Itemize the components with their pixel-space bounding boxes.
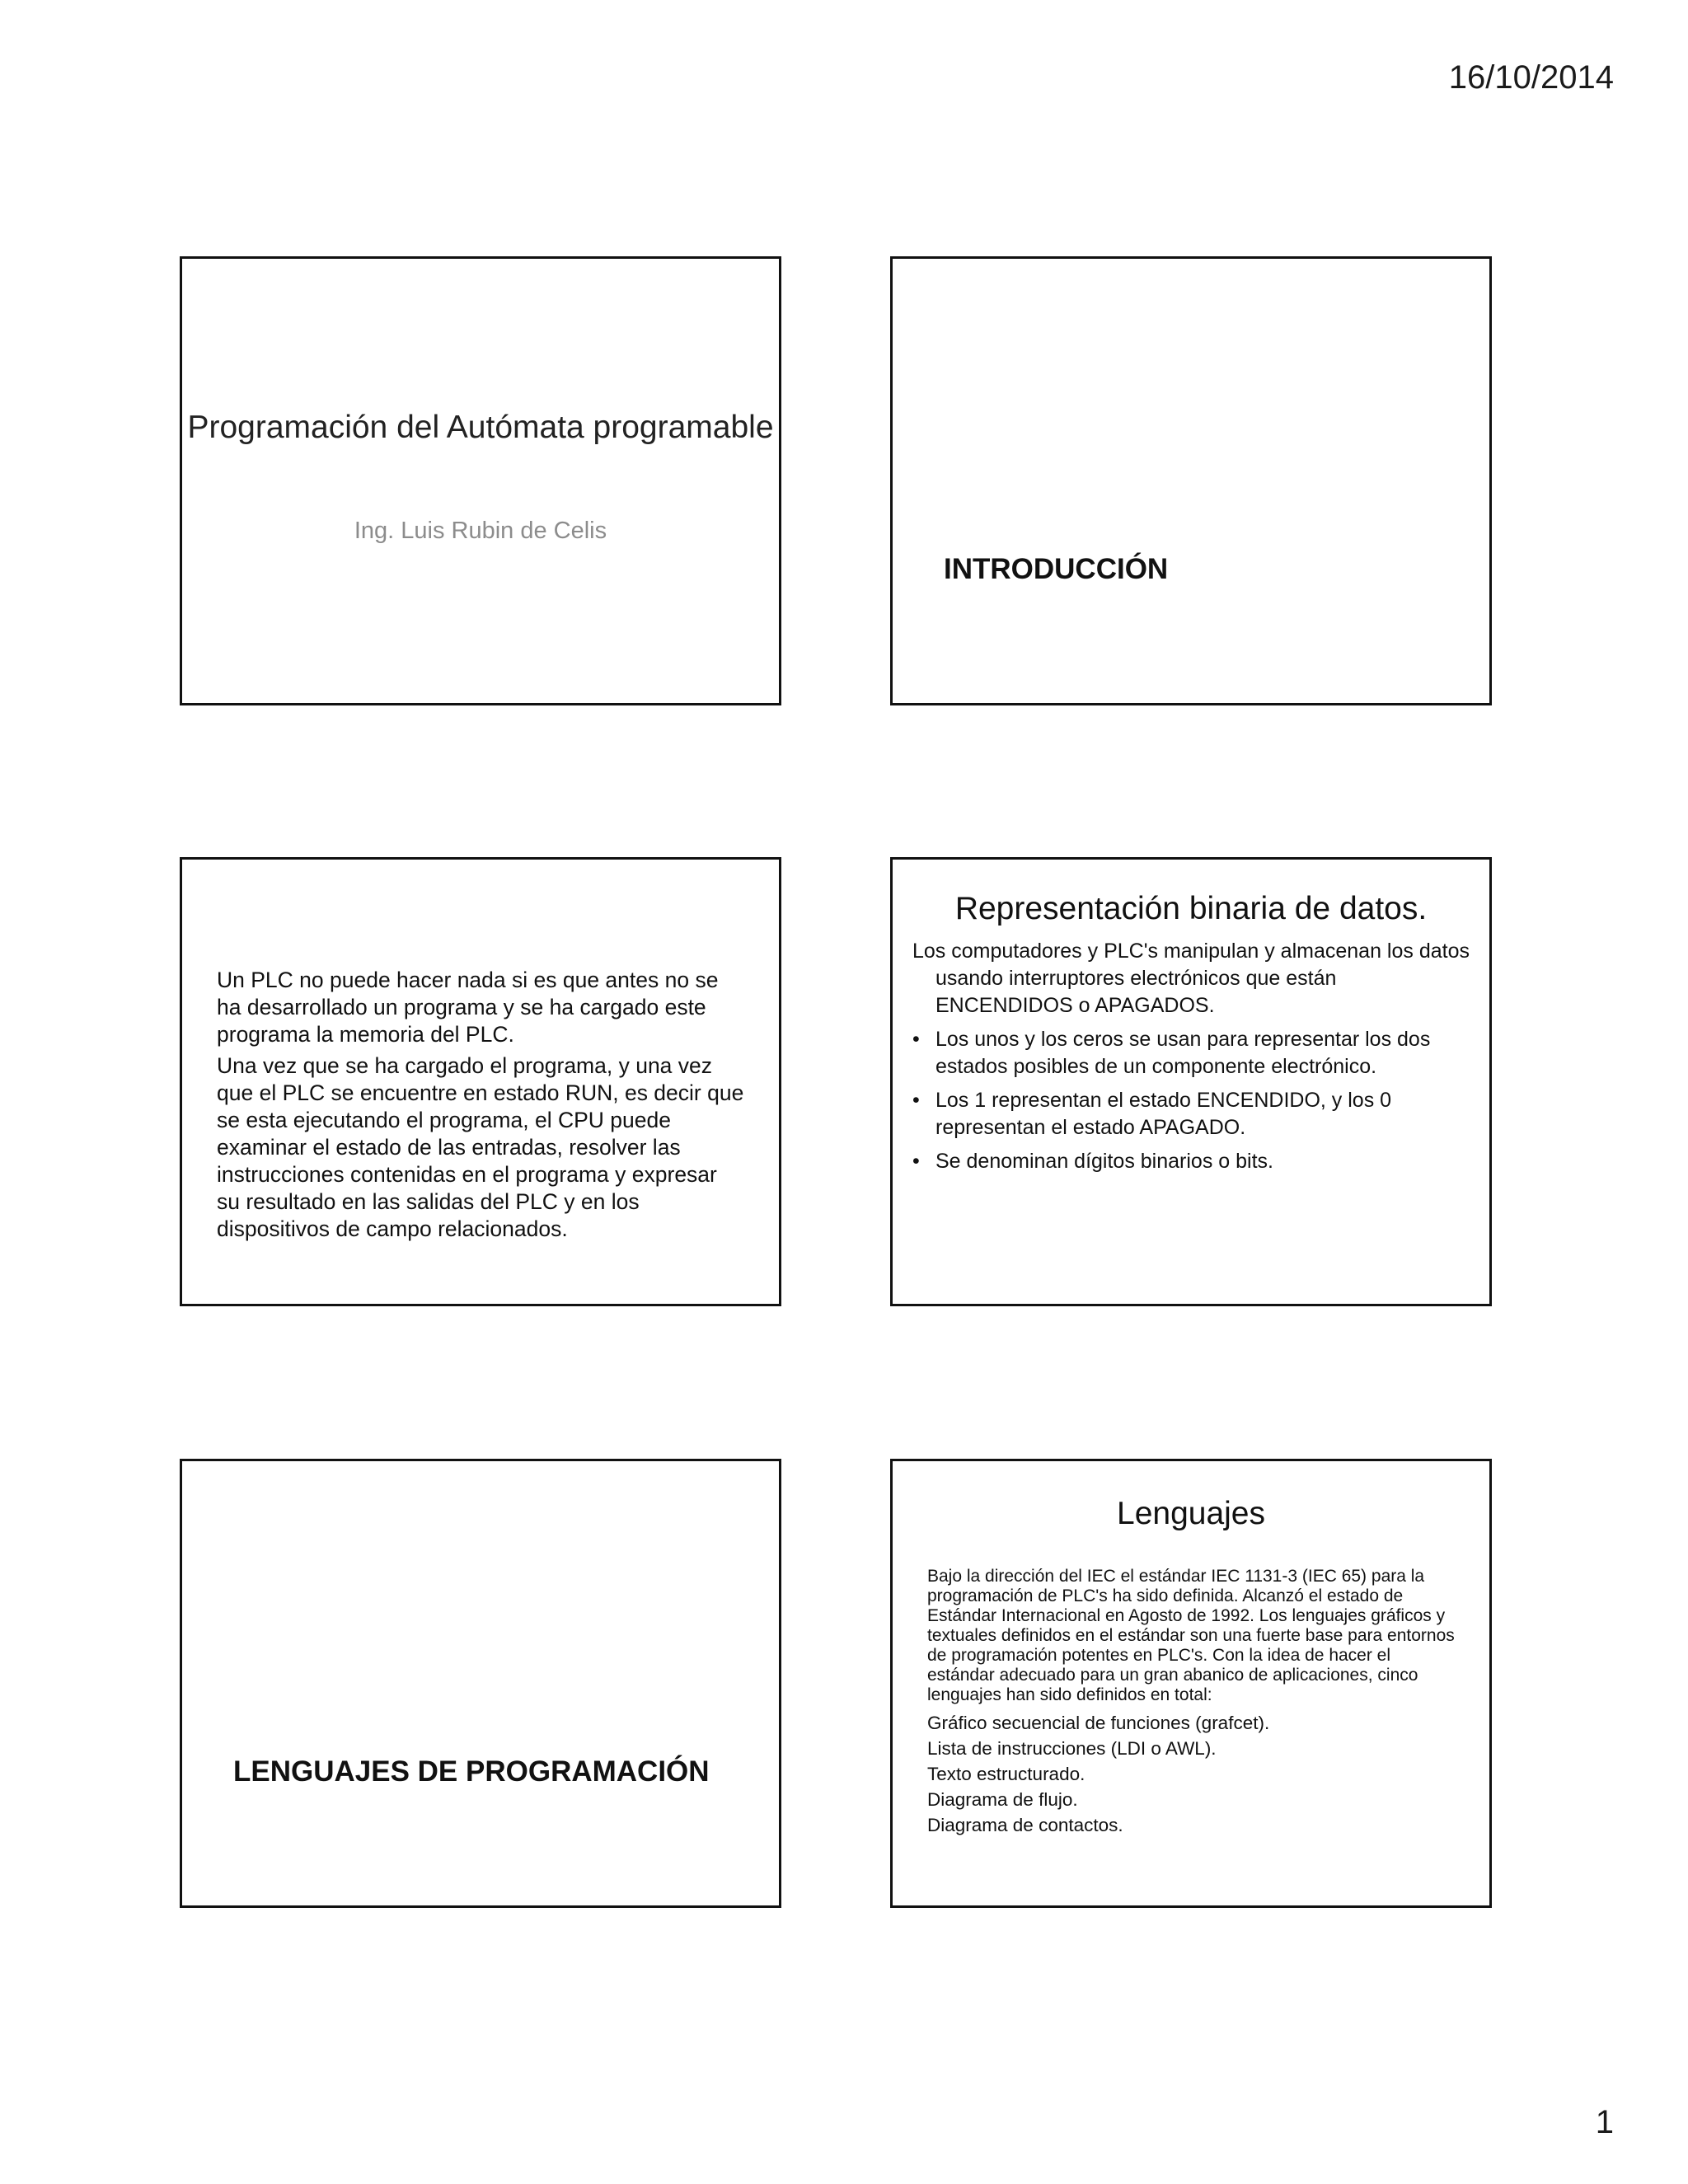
body-paragraph: Una vez que se ha cargado el programa, y una vez que el PLC se encuentre en estado RUN, es decir que se esta ejecutando el programa, el CPU puede examinar el estado de las entradas, resolver las instrucciones contenidas en el programa y expresar su resultado en las salidas del PLC y en los dispositivos de campo relacionados. (217, 1053, 744, 1241)
body-paragraph: Bajo la dirección del IEC el estándar IEC 1131-3 (IEC 65) para la programación de PLC's ha sido definida. Alcanzó el estado de Estándar Internacional en Agosto de 1992. Los lenguajes gráficos y textuales definidos en el estándar son una fuerte base para entornos de programación potentes en PLC's. Con la idea de hacer el estándar adecuado para un gran abanico de aplicaciones, cinco lenguajes han sido definidos en total: (927, 1567, 1455, 1704)
body-paragraph: Un PLC no puede hacer nada si es que antes no se ha desarrollado un programa y se ha cargado este programa la memoria del PLC. (217, 968, 719, 1047)
slide-title (180, 256, 781, 705)
page-number: 1 (1595, 2104, 1614, 2140)
list-item: Diagrama de flujo. (927, 1789, 1078, 1810)
slide-title-heading: Programación del Autómata programable (187, 410, 774, 445)
bullet-list (912, 1026, 1471, 1175)
page-date: 16/10/2014 (1448, 59, 1614, 96)
bullet-item (912, 1087, 1471, 1141)
list-item: Diagrama de contactos. (927, 1815, 1123, 1835)
bullet-text: Los 1 representan el estado ENCENDIDO, y los 0 representan el estado APAGADO. (935, 1089, 1392, 1139)
intro-paragraph: Los computadores y PLC's manipulan y almacenan los datos usando interruptores electrónicos que están ENCENDIDOS o APAGADOS. (912, 940, 1470, 1017)
slide-heading: Representación binaria de datos. (954, 891, 1428, 926)
bullet-icon: • (912, 1150, 920, 1173)
language-list (927, 1710, 1460, 1838)
bullet-text: Los unos y los ceros se usan para representar los dos estados posibles de un componente electrónico. (935, 1028, 1431, 1078)
slide-heading: Lenguajes (1117, 1496, 1265, 1531)
bullet-item (912, 1148, 1471, 1175)
section-heading-lenguajes: LENGUAJES DE PROGRAMACIÓN (233, 1755, 710, 1788)
slide-binary-representation (890, 857, 1492, 1306)
slide-body (912, 938, 1471, 1182)
slide-lenguajes (890, 1459, 1492, 1908)
slide-plc-program (180, 857, 781, 1306)
list-item: Texto estructurado. (927, 1764, 1085, 1784)
slide-body (217, 967, 744, 1247)
slide-lenguajes-section (180, 1459, 781, 1908)
slide-body (927, 1567, 1460, 1838)
slide-author: Ing. Luis Rubin de Celis (354, 518, 607, 544)
list-item: Lista de instrucciones (LDI o AWL). (927, 1738, 1217, 1759)
slide-introduccion (890, 256, 1492, 705)
list-item: Gráfico secuencial de funciones (grafcet). (927, 1713, 1270, 1733)
bullet-text: Se denominan dígitos binarios o bits. (935, 1150, 1273, 1173)
bullet-item (912, 1026, 1471, 1080)
bullet-icon: • (912, 1028, 920, 1051)
section-heading-introduccion: INTRODUCCIÓN (944, 553, 1169, 585)
bullet-icon: • (912, 1089, 920, 1112)
